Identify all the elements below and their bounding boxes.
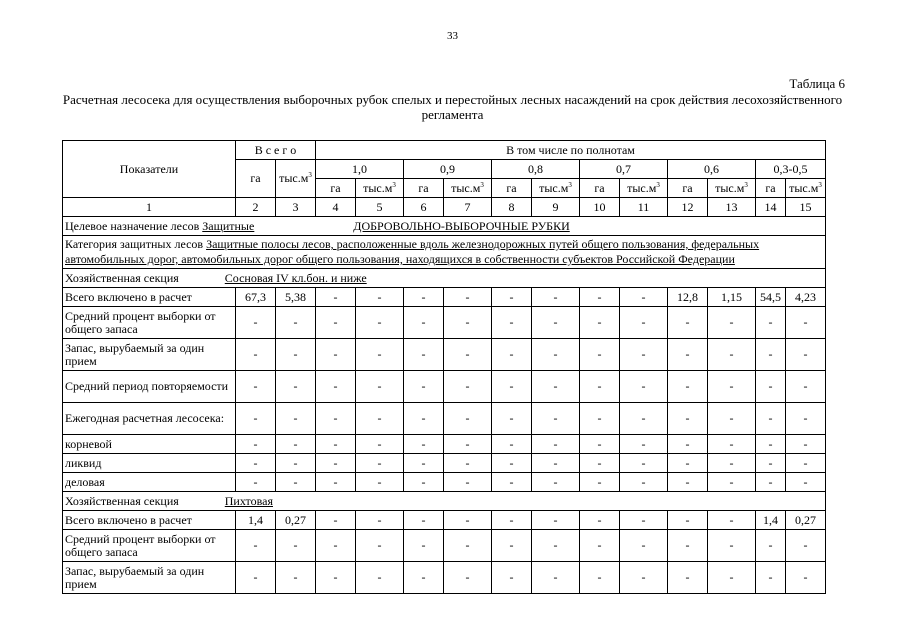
column-number: 11 — [620, 198, 668, 217]
table-row — [63, 307, 826, 339]
table-cell: - — [356, 371, 404, 403]
table-cell: - — [620, 562, 668, 594]
table-cell: - — [236, 454, 276, 473]
table-cell: - — [580, 562, 620, 594]
unit-volume: $тыс.м^3$ — [786, 179, 826, 198]
table-cell: - — [580, 511, 620, 530]
column-number: 4 — [316, 198, 356, 217]
table-cell: - — [404, 562, 444, 594]
density-header: 0,3-0,5 — [756, 160, 826, 179]
table-cell: - — [620, 403, 668, 435]
table-cell: - — [708, 511, 756, 530]
table-cell: - — [316, 307, 356, 339]
table-cell: - — [708, 307, 756, 339]
unit-ha: га — [756, 179, 786, 198]
table-cell: - — [316, 511, 356, 530]
row-name: Всего включено в расчет — [63, 511, 236, 530]
row-name: деловая — [63, 473, 236, 492]
row-name: Всего включено в расчет — [63, 288, 236, 307]
column-numbers-row — [63, 198, 826, 217]
table-cell: - — [620, 473, 668, 492]
table-row — [63, 339, 826, 371]
table-cell: - — [356, 339, 404, 371]
density-header: 1,0 — [316, 160, 404, 179]
page-number: 33 — [447, 30, 458, 42]
table-cell: - — [580, 307, 620, 339]
table-cell: - — [444, 403, 492, 435]
table-cell: - — [532, 454, 580, 473]
table-cell: - — [580, 454, 620, 473]
table-cell: - — [708, 403, 756, 435]
table-cell: - — [620, 511, 668, 530]
table-cell: - — [356, 562, 404, 594]
table-cell: - — [316, 403, 356, 435]
felling-type: ДОБРОВОЛЬНО-ВЫБОРОЧНЫЕ РУБКИ — [353, 218, 570, 233]
table-cell: - — [492, 473, 532, 492]
table-cell: - — [620, 530, 668, 562]
table-cell: - — [444, 562, 492, 594]
table-cell: - — [404, 403, 444, 435]
table-cell: - — [276, 307, 316, 339]
section-name: Пихтовая — [224, 493, 273, 508]
table-cell: - — [580, 473, 620, 492]
table-cell: - — [492, 339, 532, 371]
row-name: Средний процент выборки от общего запаса — [63, 307, 236, 339]
table-cell: - — [786, 473, 826, 492]
table-cell: - — [444, 339, 492, 371]
table-cell: - — [444, 371, 492, 403]
row-name: ликвид — [63, 454, 236, 473]
table-cell: - — [532, 473, 580, 492]
column-number: 2 — [236, 198, 276, 217]
table-cell: - — [668, 562, 708, 594]
column-number: 1 — [63, 198, 236, 217]
table-cell: - — [668, 473, 708, 492]
table-cell: - — [236, 473, 276, 492]
table-cell: - — [786, 339, 826, 371]
header-total-ha: га — [236, 160, 276, 198]
row-name: Средний период повторяемости — [63, 371, 236, 403]
unit-ha: га — [580, 179, 620, 198]
unit-volume: $тыс.м^3$ — [532, 179, 580, 198]
table-row — [63, 530, 826, 562]
table-cell: 1,15 — [708, 288, 756, 307]
table-cell: - — [276, 530, 316, 562]
table-cell: 5,38 — [276, 288, 316, 307]
table-cell: - — [580, 530, 620, 562]
column-number: 3 — [276, 198, 316, 217]
table-cell: - — [316, 454, 356, 473]
table-cell: - — [668, 371, 708, 403]
header-row-1 — [63, 141, 826, 160]
table-row — [63, 403, 826, 435]
table-cell: - — [786, 530, 826, 562]
table-row — [63, 371, 826, 403]
section-row — [63, 269, 826, 288]
table-cell: - — [620, 371, 668, 403]
table-cell: - — [580, 403, 620, 435]
table-cell: - — [356, 530, 404, 562]
header-by-density: В том числе по полнотам — [316, 141, 826, 160]
table-cell: - — [316, 530, 356, 562]
table-cell: - — [620, 307, 668, 339]
table-cell: - — [756, 371, 786, 403]
density-header: 0,6 — [668, 160, 756, 179]
table-cell: - — [276, 403, 316, 435]
category-value-line1: Защитные полосы лесов, расположенные вдоль железнодорожных путей общего пользования, федеральных — [206, 237, 760, 251]
table-cell: - — [532, 562, 580, 594]
table-cell: - — [356, 473, 404, 492]
purpose-row — [63, 217, 826, 236]
table-cell: 67,3 — [236, 288, 276, 307]
header-total: В с е г о — [236, 141, 316, 160]
table-cell: - — [316, 339, 356, 371]
section-label: Хозяйственная секция — [65, 270, 179, 285]
table-cell: - — [236, 530, 276, 562]
table-cell: - — [236, 435, 276, 454]
table-cell: - — [316, 435, 356, 454]
table-cell: - — [580, 435, 620, 454]
table-cell: - — [356, 403, 404, 435]
table-cell: - — [708, 530, 756, 562]
table-cell: - — [356, 511, 404, 530]
column-number: 8 — [492, 198, 532, 217]
table-cell: - — [236, 562, 276, 594]
table-cell: - — [532, 403, 580, 435]
table-cell: - — [708, 435, 756, 454]
table-cell: - — [276, 435, 316, 454]
purpose-cell — [63, 217, 826, 236]
table-cell: - — [404, 288, 444, 307]
header-indicators: Показатели — [63, 141, 236, 198]
table-cell: - — [756, 339, 786, 371]
column-number: 15 — [786, 198, 826, 217]
table-row — [63, 454, 826, 473]
table-cell: 4,23 — [786, 288, 826, 307]
table-cell: 0,27 — [276, 511, 316, 530]
table-cell: - — [620, 454, 668, 473]
table-cell: - — [786, 371, 826, 403]
table-cell: - — [356, 435, 404, 454]
column-number: 5 — [356, 198, 404, 217]
table-label: Таблица 6 — [789, 76, 845, 91]
table-cell: - — [786, 307, 826, 339]
table-cell: - — [786, 403, 826, 435]
section-label: Хозяйственная секция — [65, 493, 179, 508]
table-row — [63, 511, 826, 530]
section-row — [63, 492, 826, 511]
table-cell: - — [708, 454, 756, 473]
table-cell: - — [756, 473, 786, 492]
table-cell: - — [620, 435, 668, 454]
table-cell: - — [404, 454, 444, 473]
column-number: 12 — [668, 198, 708, 217]
table-cell: - — [668, 530, 708, 562]
column-number: 10 — [580, 198, 620, 217]
table-row — [63, 435, 826, 454]
table-cell: - — [756, 307, 786, 339]
table-cell: - — [786, 562, 826, 594]
table-cell: - — [276, 339, 316, 371]
density-header: 0,7 — [580, 160, 668, 179]
row-name: Ежегодная расчетная лесосека: — [63, 403, 236, 435]
table-cell: - — [276, 473, 316, 492]
table-cell: - — [532, 435, 580, 454]
table-cell: - — [444, 435, 492, 454]
row-name: Запас, вырубаемый за один прием — [63, 339, 236, 371]
category-row — [63, 236, 826, 269]
category-label: Категория защитных лесов — [65, 237, 204, 251]
table-cell: - — [492, 454, 532, 473]
table-cell: - — [580, 288, 620, 307]
purpose-value: Защитные — [202, 218, 255, 233]
table-cell: - — [492, 371, 532, 403]
table-cell: - — [492, 562, 532, 594]
row-name: корневой — [63, 435, 236, 454]
unit-ha: га — [492, 179, 532, 198]
table-cell: - — [276, 371, 316, 403]
table-cell: 12,8 — [668, 288, 708, 307]
column-number: 13 — [708, 198, 756, 217]
table-cell: - — [316, 562, 356, 594]
table-cell: - — [580, 339, 620, 371]
row-name: Запас, вырубаемый за один прием — [63, 562, 236, 594]
table-cell: - — [236, 307, 276, 339]
unit-ha: га — [668, 179, 708, 198]
table-cell: - — [668, 403, 708, 435]
table-cell: - — [404, 339, 444, 371]
table-cell: - — [404, 371, 444, 403]
table-row — [63, 562, 826, 594]
table-cell: - — [492, 403, 532, 435]
table-cell: - — [620, 288, 668, 307]
table-cell: - — [532, 339, 580, 371]
table-cell: 1,4 — [756, 511, 786, 530]
table-cell: - — [356, 454, 404, 473]
table-cell: - — [620, 339, 668, 371]
column-number: 14 — [756, 198, 786, 217]
section-name: Сосновая IV кл.бон. и ниже — [224, 270, 367, 285]
table-cell: - — [404, 307, 444, 339]
table-cell: - — [756, 435, 786, 454]
table-cell: - — [708, 371, 756, 403]
table-cell: - — [492, 511, 532, 530]
table-cell: - — [668, 339, 708, 371]
table-cell: - — [236, 339, 276, 371]
unit-volume: $тыс.м^3$ — [356, 179, 404, 198]
table-title: Расчетная лесосека для осуществления выборочных рубок спелых и перестойных лесных насаждений на срок действия лесохозяйственного регламента — [62, 92, 843, 122]
purpose-label: Целевое назначение лесов — [65, 218, 200, 233]
table-row — [63, 473, 826, 492]
section-cell — [63, 492, 826, 511]
table-cell: - — [756, 562, 786, 594]
table-cell: - — [492, 530, 532, 562]
table-row — [63, 288, 826, 307]
unit-volume: $тыс.м^3$ — [444, 179, 492, 198]
table-cell: - — [492, 288, 532, 307]
table-cell: - — [668, 307, 708, 339]
table-cell: - — [756, 530, 786, 562]
table-cell: 54,5 — [756, 288, 786, 307]
table-cell: - — [316, 288, 356, 307]
table-cell: - — [444, 511, 492, 530]
column-number: 6 — [404, 198, 444, 217]
unit-ha: га — [316, 179, 356, 198]
table-cell: - — [756, 403, 786, 435]
density-header: 0,9 — [404, 160, 492, 179]
column-number: 9 — [532, 198, 580, 217]
table-cell: - — [492, 307, 532, 339]
table-cell: - — [236, 403, 276, 435]
table-cell: - — [444, 307, 492, 339]
table-cell: - — [316, 371, 356, 403]
table-cell: - — [444, 530, 492, 562]
unit-ha: га — [404, 179, 444, 198]
table-cell: - — [404, 530, 444, 562]
category-cell — [63, 236, 826, 269]
table-cell: - — [404, 435, 444, 454]
table-cell: - — [492, 435, 532, 454]
table-cell: 1,4 — [236, 511, 276, 530]
table-cell: - — [668, 511, 708, 530]
category-value-line2: автомобильных дорог, автомобильных дорог общего пользования, находящихся в собственности субъектов Российской Федерации — [65, 252, 735, 266]
table-cell: - — [276, 562, 316, 594]
table-cell: - — [668, 454, 708, 473]
table-cell: - — [316, 473, 356, 492]
section-cell — [63, 269, 826, 288]
row-name: Средний процент выборки от общего запаса — [63, 530, 236, 562]
table-cell: - — [444, 288, 492, 307]
table-cell: - — [444, 454, 492, 473]
table-cell: - — [356, 288, 404, 307]
felling-table — [62, 140, 826, 594]
table-cell: - — [580, 371, 620, 403]
table-cell: - — [708, 562, 756, 594]
table-cell: - — [786, 435, 826, 454]
table-cell: - — [532, 371, 580, 403]
table-cell: 0,27 — [786, 511, 826, 530]
density-header: 0,8 — [492, 160, 580, 179]
table-cell: - — [668, 435, 708, 454]
table-cell: - — [532, 530, 580, 562]
table-cell: - — [756, 454, 786, 473]
table-cell: - — [444, 473, 492, 492]
table-cell: - — [404, 511, 444, 530]
header-total-volume: $тыс.м^3$ — [276, 160, 316, 198]
table-cell: - — [532, 511, 580, 530]
table-cell: - — [708, 339, 756, 371]
unit-volume: $тыс.м^3$ — [620, 179, 668, 198]
table-cell: - — [236, 371, 276, 403]
unit-volume: $тыс.м^3$ — [708, 179, 756, 198]
table-cell: - — [786, 454, 826, 473]
table-cell: - — [532, 307, 580, 339]
table-cell: - — [708, 473, 756, 492]
table-cell: - — [404, 473, 444, 492]
column-number: 7 — [444, 198, 492, 217]
table-cell: - — [356, 307, 404, 339]
table-cell: - — [532, 288, 580, 307]
table-cell: - — [276, 454, 316, 473]
